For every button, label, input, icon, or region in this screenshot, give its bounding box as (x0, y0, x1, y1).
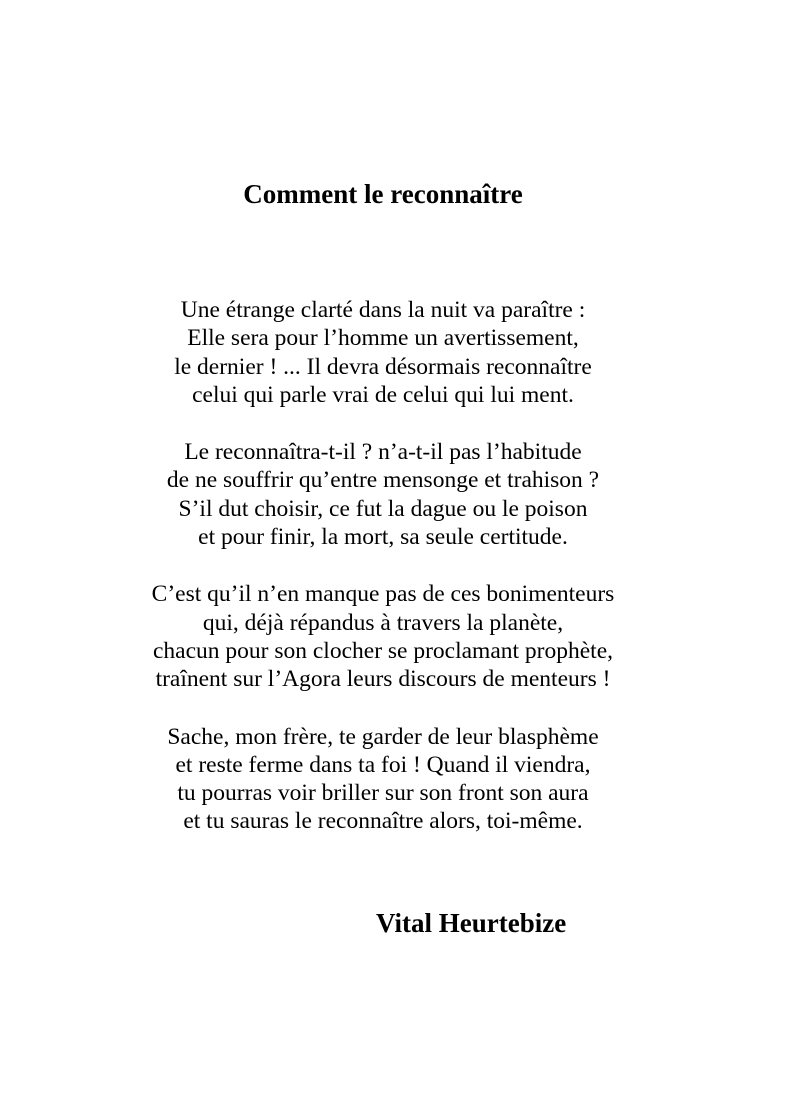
stanza-3 (0, 580, 766, 693)
poem-line: et pour finir, la mort, sa seule certitude. (198, 524, 568, 551)
poem-line: tu pourras voir briller sur son front son aura (177, 780, 589, 807)
poem-line: et tu sauras le reconnaître alors, toi-même. (183, 808, 583, 835)
poem-line: Elle sera pour l’homme un avertissement, (187, 325, 579, 352)
poem-line: C’est qu’il n’en manque pas de ces bonimenteurs (151, 581, 615, 608)
poem-line: le dernier ! ... Il devra désormais reconnaître (174, 353, 592, 380)
poem-line: de ne souffrir qu’entre mensonge et trahison ? (166, 467, 600, 494)
poem-line: qui, déjà répandus à travers la planète, (202, 609, 564, 636)
poem-line: traînent sur l’Agora leurs discours de menteurs ! (155, 666, 611, 693)
poem-line: Une étrange clarté dans la nuit va paraître : (180, 297, 586, 323)
poem-title: Comment le reconnaître (243, 179, 523, 209)
stanza-2 (0, 438, 766, 551)
poem-line: chacun pour son clocher se proclamant prophète, (152, 637, 614, 664)
poem-line: S’il dut choisir, ce fut la dague ou le poison (178, 495, 588, 522)
poem-line: et reste ferme dans ta foi ! Quand il viendra, (175, 751, 591, 778)
stanza-1 (0, 296, 766, 409)
poem-author: Vital Heurtebize (376, 908, 567, 938)
stanza-4 (0, 723, 766, 836)
poem-line: Le reconnaîtra-t-il ? n’a-t-il pas l’habitude (184, 439, 582, 466)
poem-body (0, 296, 766, 865)
poem-line: Sache, mon frère, te garder de leur blasphème (167, 723, 599, 750)
poem-line: celui qui parle vrai de celui qui lui ment. (192, 381, 574, 408)
